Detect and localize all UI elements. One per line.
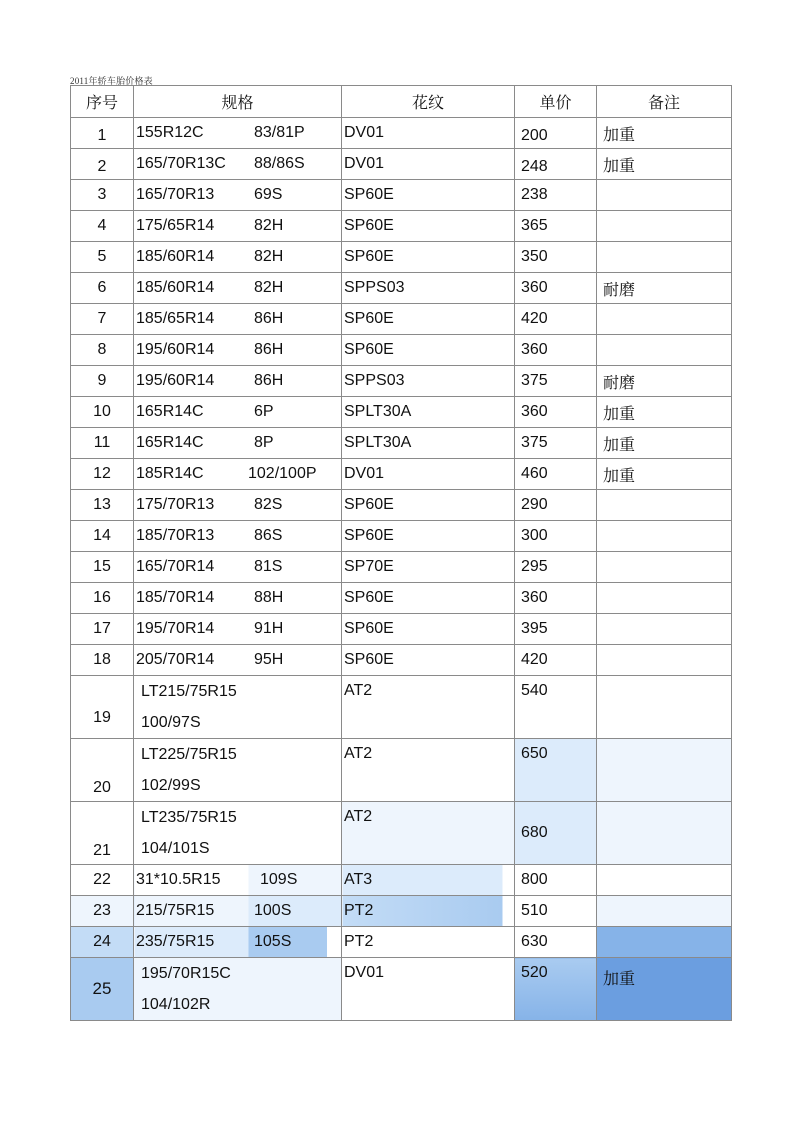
spec-size: 175/65R14 xyxy=(136,217,215,234)
cell-spec xyxy=(134,521,342,552)
cell-pattern: AT2 xyxy=(342,802,515,865)
cell-pattern: SPPS03 xyxy=(342,366,515,397)
cell-pattern: SP60E xyxy=(342,521,515,552)
cell-pattern: AT2 xyxy=(342,676,515,739)
cell-note xyxy=(597,739,732,802)
cell-no: 24 xyxy=(71,927,134,958)
table-row xyxy=(71,428,732,459)
cell-no: 16 xyxy=(71,583,134,614)
cell-pattern: PT2 xyxy=(342,896,515,927)
cell-no: 22 xyxy=(71,865,134,896)
cell-no: 25 xyxy=(71,958,134,1021)
cell-price: 650 xyxy=(515,739,597,802)
cell-no: 9 xyxy=(71,366,134,397)
cell-pattern: SP60E xyxy=(342,583,515,614)
cell-pattern: AT3 xyxy=(342,865,515,896)
cell-price: 360 xyxy=(515,273,597,304)
spec-size: 195/70R15C xyxy=(141,965,231,982)
cell-price: 630 xyxy=(515,927,597,958)
spec-load: 102/100P xyxy=(248,465,317,482)
spec-size: 185/70R14 xyxy=(136,589,215,606)
cell-pattern: SP60E xyxy=(342,490,515,521)
cell-spec xyxy=(134,614,342,645)
spec-size: 185R14C xyxy=(136,465,204,482)
cell-pattern: SP60E xyxy=(342,645,515,676)
spec-load: 82H xyxy=(254,217,284,234)
header-spec: 规格 xyxy=(134,86,342,118)
spec-load: 82H xyxy=(254,248,284,265)
spec-load: 82H xyxy=(254,279,284,296)
cell-spec xyxy=(134,802,342,865)
spec-load: 82S xyxy=(254,496,283,513)
cell-price: 375 xyxy=(515,366,597,397)
cell-note xyxy=(597,490,732,521)
cell-no: 13 xyxy=(71,490,134,521)
cell-spec xyxy=(134,304,342,335)
table-row xyxy=(71,676,732,739)
cell-note xyxy=(597,180,732,211)
spec-load: 100S xyxy=(254,902,292,919)
cell-note xyxy=(597,552,732,583)
spec-size: LT225/75R15 xyxy=(141,746,237,763)
cell-pattern: DV01 xyxy=(342,459,515,490)
table-row xyxy=(71,521,732,552)
spec-size: 175/70R13 xyxy=(136,496,215,513)
cell-price: 520 xyxy=(515,958,597,1021)
cell-no: 14 xyxy=(71,521,134,552)
table-row xyxy=(71,739,732,802)
cell-spec xyxy=(134,583,342,614)
cell-spec xyxy=(134,118,342,149)
cell-pattern: SPLT30A xyxy=(342,428,515,459)
spec-load: 88/86S xyxy=(254,155,305,172)
cell-note: 加重 xyxy=(597,958,732,1021)
cell-no: 18 xyxy=(71,645,134,676)
cell-price: 300 xyxy=(515,521,597,552)
cell-pattern: SP60E xyxy=(342,304,515,335)
cell-spec xyxy=(134,459,342,490)
spec-load: 86H xyxy=(254,341,284,358)
cell-note xyxy=(597,335,732,366)
spec-size: 185/65R14 xyxy=(136,310,215,327)
spec-size: 165/70R13C xyxy=(136,155,226,172)
cell-price: 800 xyxy=(515,865,597,896)
cell-pattern: AT2 xyxy=(342,739,515,802)
cell-no: 6 xyxy=(71,273,134,304)
spec-load: 8P xyxy=(254,434,274,451)
cell-spec xyxy=(134,180,342,211)
cell-price: 350 xyxy=(515,242,597,273)
spec-load: 91H xyxy=(254,620,284,637)
header-row xyxy=(71,86,732,118)
cell-note: 耐磨 xyxy=(597,366,732,397)
cell-pattern: SP60E xyxy=(342,614,515,645)
spec-load: 104/101S xyxy=(141,840,210,857)
cell-note xyxy=(597,896,732,927)
header-note: 备注 xyxy=(597,86,732,118)
cell-price: 540 xyxy=(515,676,597,739)
cell-no: 11 xyxy=(71,428,134,459)
cell-price: 510 xyxy=(515,896,597,927)
cell-pattern: SP60E xyxy=(342,242,515,273)
spec-load: 104/102R xyxy=(141,996,211,1013)
cell-note xyxy=(597,242,732,273)
spec-size: 185/60R14 xyxy=(136,248,215,265)
cell-no: 7 xyxy=(71,304,134,335)
cell-note: 加重 xyxy=(597,428,732,459)
spec-size: 235/75R15 xyxy=(136,933,215,950)
spec-size: 195/60R14 xyxy=(136,372,215,389)
cell-note xyxy=(597,304,732,335)
cell-price: 360 xyxy=(515,335,597,366)
cell-spec xyxy=(134,428,342,459)
table-row xyxy=(71,958,732,1021)
cell-spec xyxy=(134,366,342,397)
cell-spec xyxy=(134,865,342,896)
header-pattern: 花纹 xyxy=(342,86,515,118)
cell-note: 加重 xyxy=(597,459,732,490)
cell-spec xyxy=(134,958,342,1021)
table-row xyxy=(71,896,732,927)
cell-note xyxy=(597,927,732,958)
table-row xyxy=(71,180,732,211)
spec-size: 215/75R15 xyxy=(136,902,215,919)
cell-price: 238 xyxy=(515,180,597,211)
spec-load: 100/97S xyxy=(141,714,201,731)
table-row xyxy=(71,927,732,958)
cell-note xyxy=(597,614,732,645)
cell-pattern: SP60E xyxy=(342,335,515,366)
cell-price: 248 xyxy=(515,149,597,180)
table-row xyxy=(71,490,732,521)
table-row xyxy=(71,149,732,180)
cell-price: 200 xyxy=(515,118,597,149)
cell-note xyxy=(597,676,732,739)
cell-no: 17 xyxy=(71,614,134,645)
cell-note: 加重 xyxy=(597,397,732,428)
spec-size: 165/70R13 xyxy=(136,186,215,203)
spec-load: 86H xyxy=(254,372,284,389)
table-row xyxy=(71,459,732,490)
cell-pattern: DV01 xyxy=(342,118,515,149)
cell-no: 19 xyxy=(71,676,134,739)
cell-no: 21 xyxy=(71,802,134,865)
spec-size: LT215/75R15 xyxy=(141,683,237,700)
cell-pattern: DV01 xyxy=(342,958,515,1021)
spec-load: 6P xyxy=(254,403,274,420)
table-row xyxy=(71,865,732,896)
spec-load: 105S xyxy=(254,933,292,950)
cell-spec xyxy=(134,552,342,583)
table-row xyxy=(71,645,732,676)
cell-note xyxy=(597,645,732,676)
table-caption: 2011年轿车胎价格表 xyxy=(70,76,153,86)
cell-spec xyxy=(134,211,342,242)
spec-size: 195/60R14 xyxy=(136,341,215,358)
cell-no: 3 xyxy=(71,180,134,211)
cell-pattern: SP70E xyxy=(342,552,515,583)
cell-note xyxy=(597,521,732,552)
table-row xyxy=(71,583,732,614)
spec-load: 102/99S xyxy=(141,777,201,794)
cell-pattern: PT2 xyxy=(342,927,515,958)
cell-no: 20 xyxy=(71,739,134,802)
table-row xyxy=(71,366,732,397)
cell-pattern: SP60E xyxy=(342,180,515,211)
table-row xyxy=(71,304,732,335)
spec-load: 86S xyxy=(254,527,283,544)
spec-load: 69S xyxy=(254,186,283,203)
cell-spec xyxy=(134,896,342,927)
spec-size: LT235/75R15 xyxy=(141,809,237,826)
spec-size: 155R12C xyxy=(136,124,204,141)
cell-note: 加重 xyxy=(597,149,732,180)
spec-load: 86H xyxy=(254,310,284,327)
cell-note: 加重 xyxy=(597,118,732,149)
spec-load: 95H xyxy=(254,651,284,668)
spec-size: 31*10.5R15 xyxy=(136,871,221,888)
cell-price: 680 xyxy=(515,802,597,865)
cell-pattern: DV01 xyxy=(342,149,515,180)
table-row xyxy=(71,273,732,304)
cell-price: 360 xyxy=(515,397,597,428)
cell-pattern: SPPS03 xyxy=(342,273,515,304)
price-table xyxy=(70,85,732,1021)
cell-note xyxy=(597,802,732,865)
spec-load: 109S xyxy=(260,871,298,888)
table-row xyxy=(71,335,732,366)
cell-spec xyxy=(134,149,342,180)
cell-no: 5 xyxy=(71,242,134,273)
cell-note: 耐磨 xyxy=(597,273,732,304)
cell-note xyxy=(597,865,732,896)
cell-price: 295 xyxy=(515,552,597,583)
table-row xyxy=(71,211,732,242)
spec-size: 165R14C xyxy=(136,434,204,451)
cell-pattern: SP60E xyxy=(342,211,515,242)
cell-spec xyxy=(134,397,342,428)
cell-price: 365 xyxy=(515,211,597,242)
spec-load: 81S xyxy=(254,558,283,575)
spec-size: 205/70R14 xyxy=(136,651,215,668)
cell-spec xyxy=(134,927,342,958)
cell-no: 4 xyxy=(71,211,134,242)
table-row xyxy=(71,242,732,273)
cell-price: 460 xyxy=(515,459,597,490)
table-row xyxy=(71,552,732,583)
cell-spec xyxy=(134,676,342,739)
cell-no: 2 xyxy=(71,149,134,180)
cell-spec xyxy=(134,273,342,304)
table-row xyxy=(71,614,732,645)
header-price: 单价 xyxy=(515,86,597,118)
cell-no: 23 xyxy=(71,896,134,927)
cell-price: 360 xyxy=(515,583,597,614)
spec-load: 88H xyxy=(254,589,284,606)
cell-no: 12 xyxy=(71,459,134,490)
table-row xyxy=(71,802,732,865)
cell-no: 1 xyxy=(71,118,134,149)
cell-spec xyxy=(134,242,342,273)
cell-spec xyxy=(134,490,342,521)
cell-price: 420 xyxy=(515,304,597,335)
header-no: 序号 xyxy=(71,86,134,118)
table-row xyxy=(71,397,732,428)
spec-load: 83/81P xyxy=(254,124,305,141)
table-row xyxy=(71,118,732,149)
cell-no: 8 xyxy=(71,335,134,366)
spec-size: 185/60R14 xyxy=(136,279,215,296)
cell-spec xyxy=(134,739,342,802)
cell-price: 395 xyxy=(515,614,597,645)
spec-size: 185/70R13 xyxy=(136,527,215,544)
cell-price: 420 xyxy=(515,645,597,676)
cell-no: 10 xyxy=(71,397,134,428)
cell-note xyxy=(597,211,732,242)
cell-spec xyxy=(134,645,342,676)
cell-no: 15 xyxy=(71,552,134,583)
cell-price: 375 xyxy=(515,428,597,459)
cell-spec xyxy=(134,335,342,366)
cell-price: 290 xyxy=(515,490,597,521)
spec-size: 165/70R14 xyxy=(136,558,215,575)
spec-size: 165R14C xyxy=(136,403,204,420)
cell-pattern: SPLT30A xyxy=(342,397,515,428)
spec-size: 195/70R14 xyxy=(136,620,215,637)
cell-note xyxy=(597,583,732,614)
